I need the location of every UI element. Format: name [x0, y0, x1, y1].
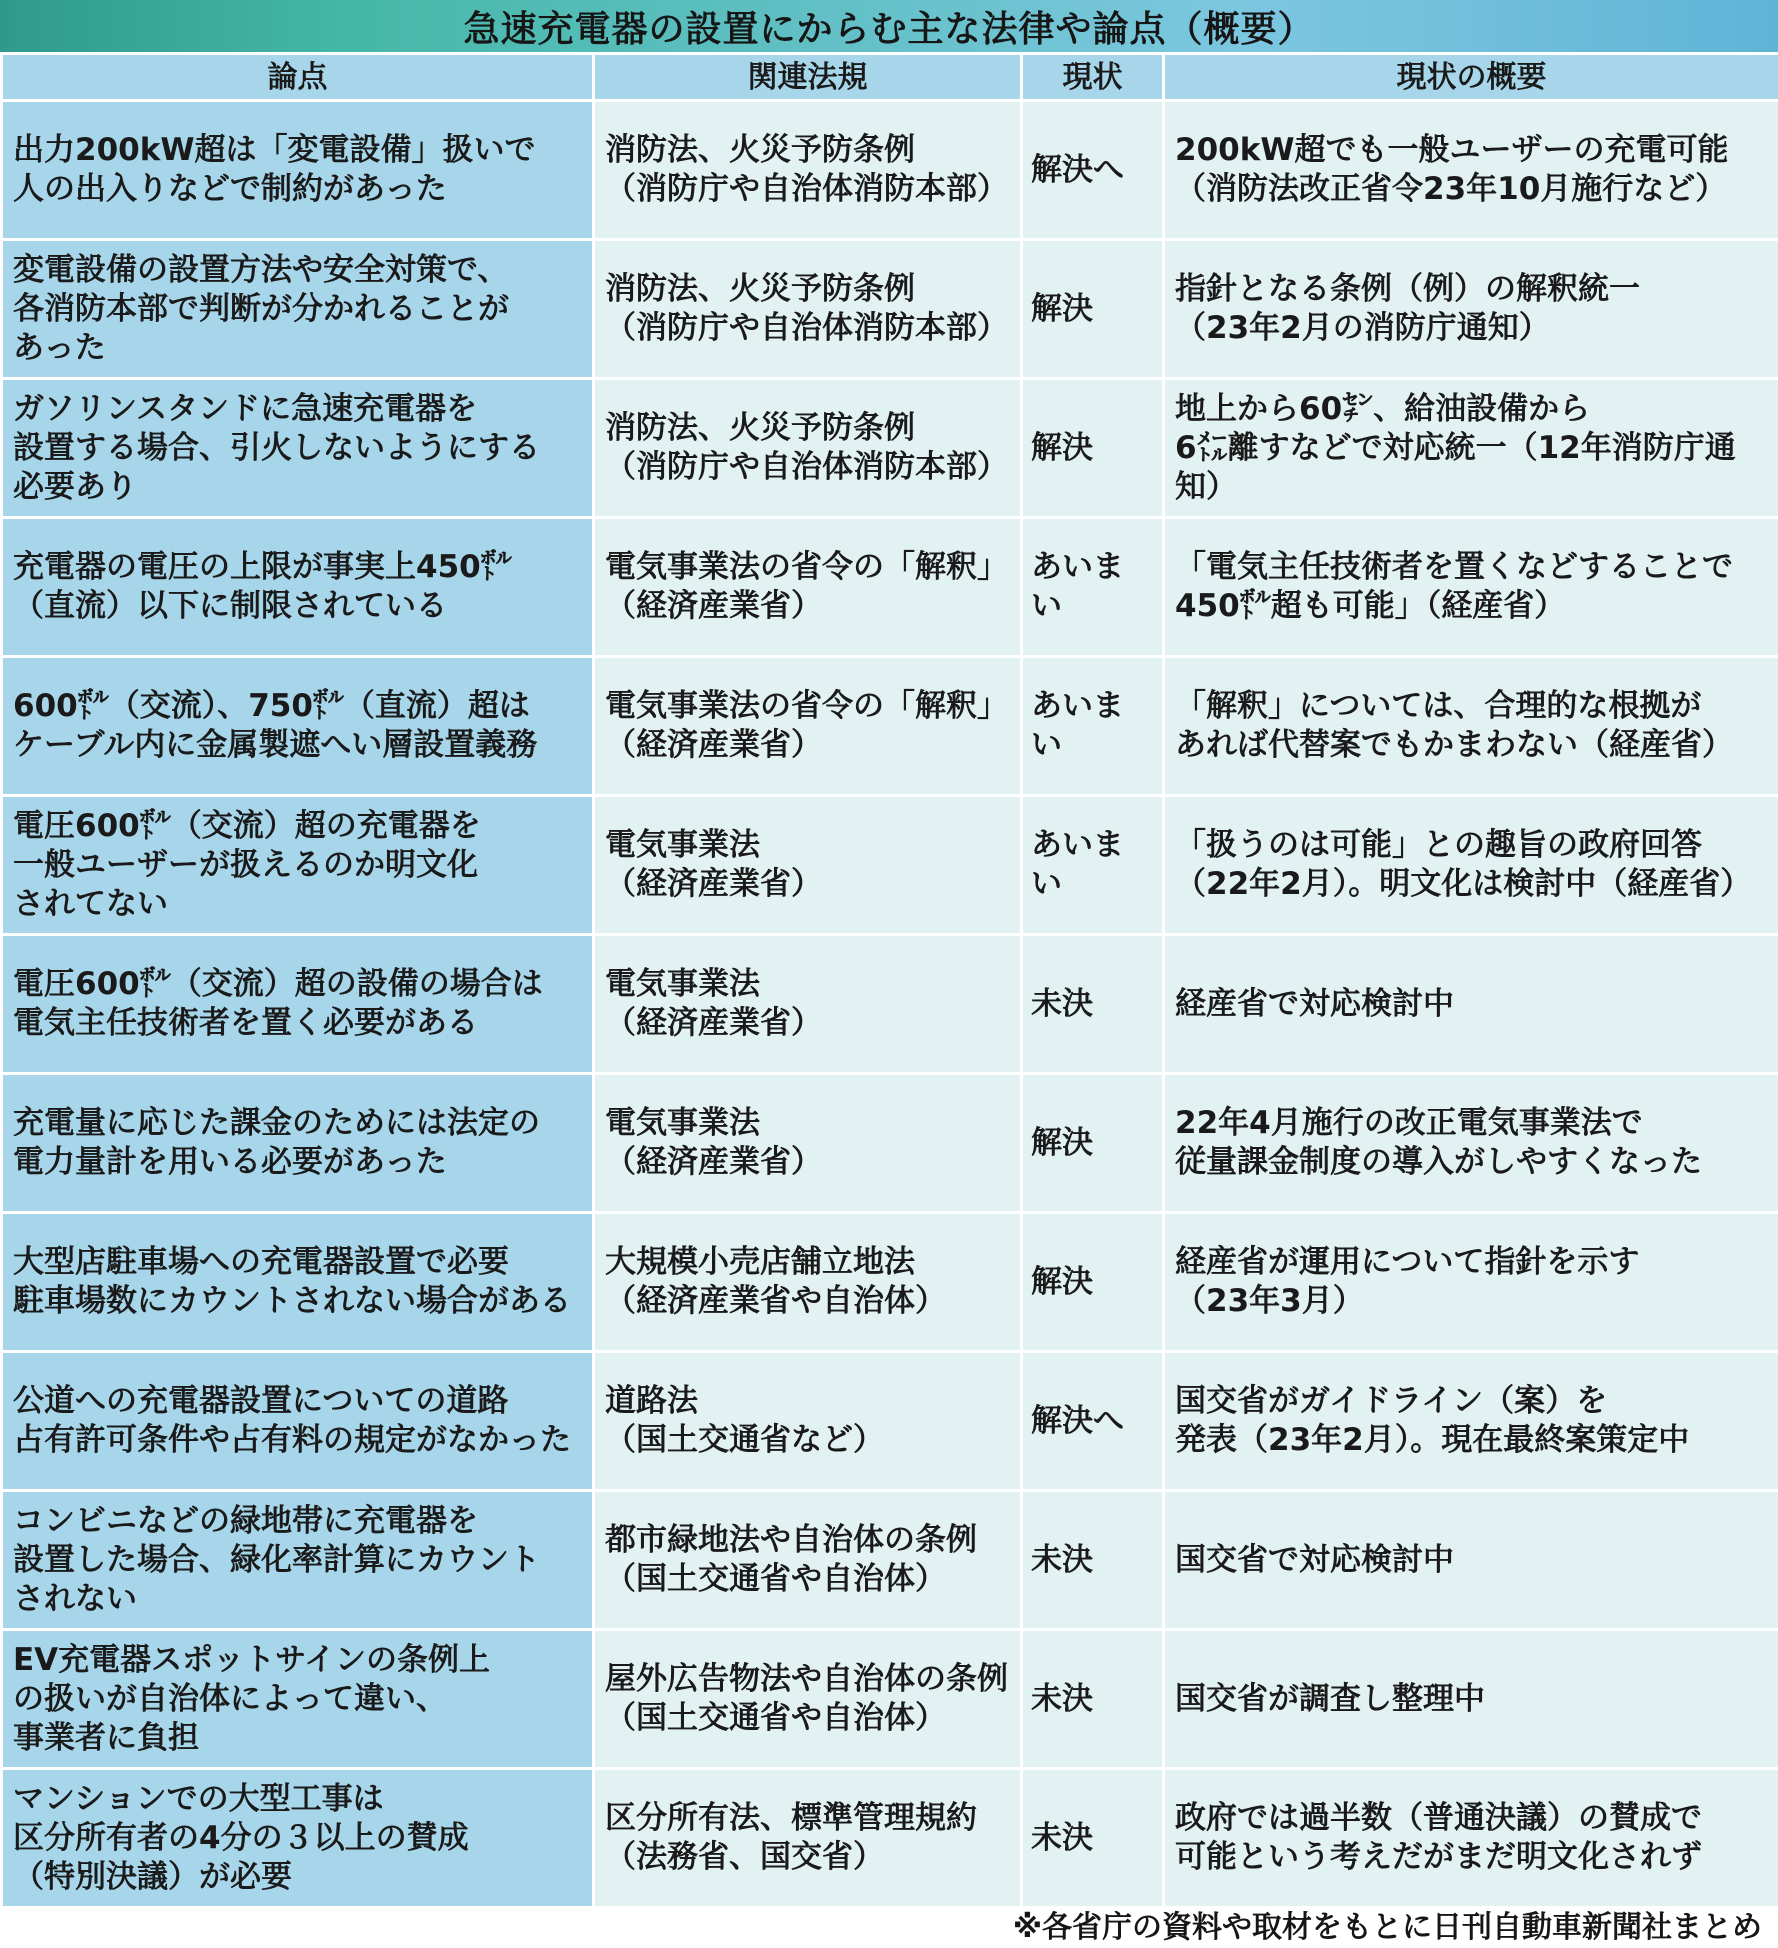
- status-cell: 解決へ: [1022, 101, 1164, 240]
- header-status: 現状: [1022, 54, 1164, 101]
- law-cell: 電気事業法の省令の「解釈」 （経済産業省）: [594, 657, 1022, 796]
- summary-cell: 政府では過半数（普通決議）の賛成で 可能という考えだがまだ明文化されず: [1164, 1769, 1778, 1908]
- table-row: [2, 240, 1778, 379]
- page-title: [0, 0, 1778, 52]
- table-row: [2, 1352, 1778, 1491]
- issue-cell: ガソリンスタンドに急速充電器を 設置する場合、引火しないようにする 必要あり: [2, 379, 594, 518]
- page-title-text: 急速充電器の設置にからむ主な法律や論点（概要）: [463, 8, 1315, 50]
- issue-cell: コンビニなどの緑地帯に充電器を 設置した場合、緑化率計算にカウント されない: [2, 1491, 594, 1630]
- issue-cell: 充電量に応じた課金のためには法定の 電力量計を用いる必要があった: [2, 1074, 594, 1213]
- table-row: [2, 1769, 1778, 1908]
- issues-table: [0, 52, 1778, 1909]
- status-cell: 未決: [1022, 1769, 1164, 1908]
- summary-cell: 国交省が調査し整理中: [1164, 1630, 1778, 1769]
- law-cell: 大規模小売店舗立地法 （経済産業省や自治体）: [594, 1213, 1022, 1352]
- header-law: 関連法規: [594, 54, 1022, 101]
- source-note: ※各省庁の資料や取材をもとに日刊自動車新聞社まとめ: [1012, 1910, 1762, 1945]
- law-cell: 道路法 （国土交通省など）: [594, 1352, 1022, 1491]
- summary-cell: 200kW超でも一般ユーザーの充電可能 （消防法改正省令23年10月施行など）: [1164, 101, 1778, 240]
- law-cell: 電気事業法 （経済産業省）: [594, 796, 1022, 935]
- law-cell: 屋外広告物法や自治体の条例 （国土交通省や自治体）: [594, 1630, 1022, 1769]
- issue-cell: 電圧600㌾（交流）超の充電器を 一般ユーザーが扱えるのか明文化 されてない: [2, 796, 594, 935]
- table-row: [2, 1491, 1778, 1630]
- summary-cell: 国交省で対応検討中: [1164, 1491, 1778, 1630]
- law-cell: 区分所有法、標準管理規約 （法務省、国交省）: [594, 1769, 1022, 1908]
- law-cell: 消防法、火災予防条例 （消防庁や自治体消防本部）: [594, 240, 1022, 379]
- issue-cell: 大型店駐車場への充電器設置で必要 駐車場数にカウントされない場合がある: [2, 1213, 594, 1352]
- table-row: [2, 657, 1778, 796]
- issue-cell: 変電設備の設置方法や安全対策で、 各消防本部で判断が分かれることが あった: [2, 240, 594, 379]
- issue-cell: EV充電器スポットサインの条例上 の扱いが自治体によって違い、 事業者に負担: [2, 1630, 594, 1769]
- status-cell: 解決へ: [1022, 1352, 1164, 1491]
- issue-cell: 充電器の電圧の上限が事実上450㌾ （直流）以下に制限されている: [2, 518, 594, 657]
- table-row: [2, 1074, 1778, 1213]
- law-cell: 電気事業法 （経済産業省）: [594, 1074, 1022, 1213]
- summary-cell: 「電気主任技術者を置くなどすることで 450㌾超も可能」（経産省）: [1164, 518, 1778, 657]
- issue-cell: 公道への充電器設置についての道路 占有許可条件や占有料の規定がなかった: [2, 1352, 594, 1491]
- table-header-row: [2, 54, 1778, 101]
- summary-cell: 「扱うのは可能」との趣旨の政府回答 （22年2月）。明文化は検討中（経産省）: [1164, 796, 1778, 935]
- issue-cell: 電圧600㌾（交流）超の設備の場合は 電気主任技術者を置く必要がある: [2, 935, 594, 1074]
- law-cell: 消防法、火災予防条例 （消防庁や自治体消防本部）: [594, 101, 1022, 240]
- table-row: [2, 796, 1778, 935]
- status-cell: 解決: [1022, 1074, 1164, 1213]
- summary-cell: 22年4月施行の改正電気事業法で 従量課金制度の導入がしやすくなった: [1164, 1074, 1778, 1213]
- issue-cell: 出力200kW超は「変電設備」扱いで 人の出入りなどで制約があった: [2, 101, 594, 240]
- issue-cell: マンションでの大型工事は 区分所有者の4分の３以上の賛成 （特別決議）が必要: [2, 1769, 594, 1908]
- status-cell: あいまい: [1022, 518, 1164, 657]
- status-cell: 解決: [1022, 379, 1164, 518]
- status-cell: あいまい: [1022, 657, 1164, 796]
- summary-cell: 「解釈」については、合理的な根拠が あれば代替案でもかまわない（経産省）: [1164, 657, 1778, 796]
- law-cell: 消防法、火災予防条例 （消防庁や自治体消防本部）: [594, 379, 1022, 518]
- status-cell: 未決: [1022, 1630, 1164, 1769]
- status-cell: 解決: [1022, 1213, 1164, 1352]
- summary-cell: 地上から60㌢、給油設備から 6㍍離すなどで対応統一（12年消防庁通知）: [1164, 379, 1778, 518]
- status-cell: 解決: [1022, 240, 1164, 379]
- status-cell: 未決: [1022, 1491, 1164, 1630]
- table-row: [2, 379, 1778, 518]
- table-row: [2, 1213, 1778, 1352]
- summary-cell: 経産省が運用について指針を示す （23年3月）: [1164, 1213, 1778, 1352]
- table-row: [2, 101, 1778, 240]
- issue-cell: 600㌾（交流）、750㌾（直流）超は ケーブル内に金属製遮へい層設置義務: [2, 657, 594, 796]
- summary-cell: 国交省がガイドライン（案）を 発表（23年2月）。現在最終案策定中: [1164, 1352, 1778, 1491]
- status-cell: 未決: [1022, 935, 1164, 1074]
- header-summary: 現状の概要: [1164, 54, 1778, 101]
- law-cell: 電気事業法の省令の「解釈」 （経済産業省）: [594, 518, 1022, 657]
- summary-cell: 経産省で対応検討中: [1164, 935, 1778, 1074]
- summary-cell: 指針となる条例（例）の解釈統一 （23年2月の消防庁通知）: [1164, 240, 1778, 379]
- table-row: [2, 1630, 1778, 1769]
- issues-table-container: [0, 52, 1778, 1909]
- law-cell: 電気事業法 （経済産業省）: [594, 935, 1022, 1074]
- law-cell: 都市緑地法や自治体の条例 （国土交通省や自治体）: [594, 1491, 1022, 1630]
- status-cell: あいまい: [1022, 796, 1164, 935]
- table-row: [2, 935, 1778, 1074]
- header-issue: 論点: [2, 54, 594, 101]
- table-row: [2, 518, 1778, 657]
